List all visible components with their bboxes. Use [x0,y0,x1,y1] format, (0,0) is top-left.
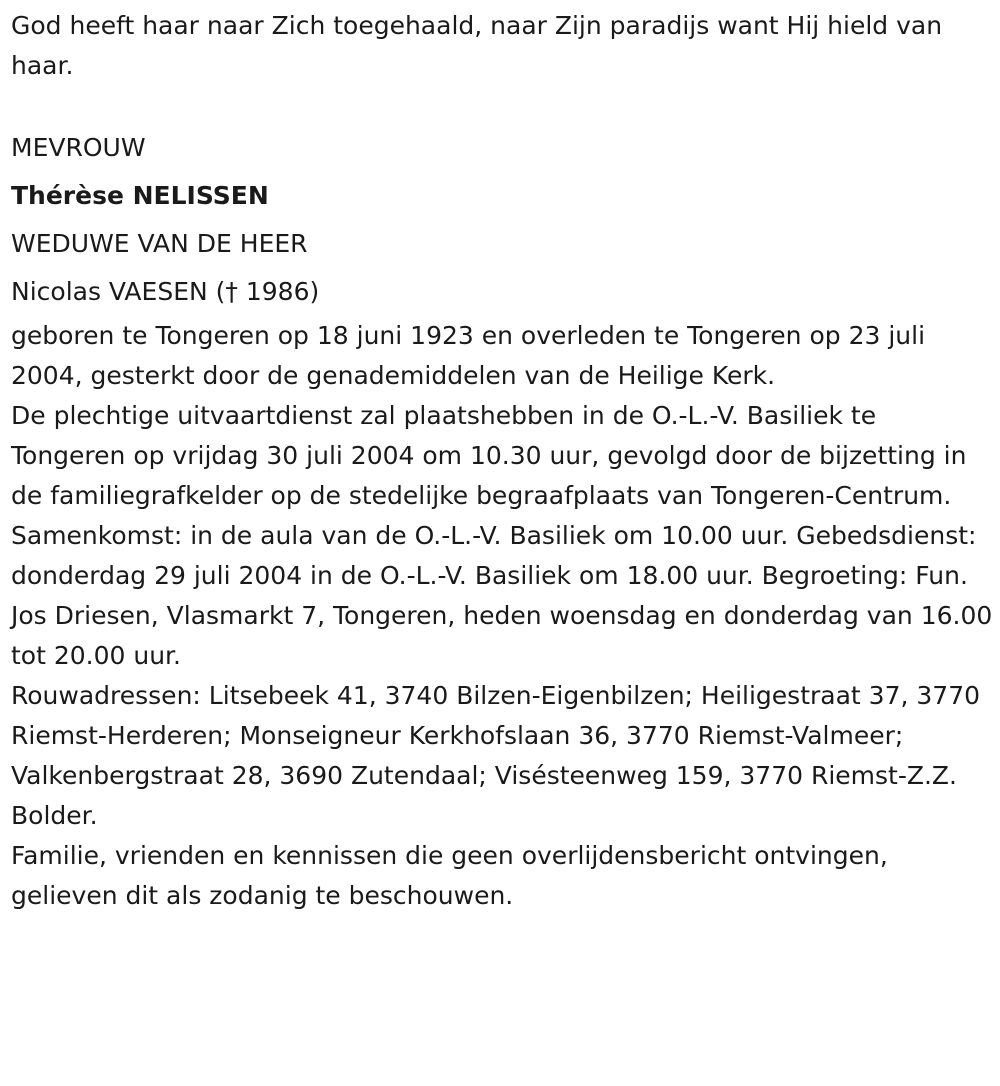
deceased-name: Thérèse NELISSEN [11,181,269,210]
service-paragraph: De plechtige uitvaartdienst zal plaatshebben in de O.-L.-V. Basiliek te Tongeren op vrijdag 30 juli 2004 om 10.30 uur, gevolgd door de bijzetting in de familiegrafkelder op de stedelijke begraafplaats van Tongeren-Centrum. Samenkomst: in de aula van de O.-L.-V. Basiliek om 10.00 uur. Gebedsdienst: donderdag 29 juli 2004 in de O.-L.-V. Basiliek om 18.00 uur. Begroeting: Fun. Jos Driesen, Vlasmarkt 7, Tongeren, heden woensdag en donderdag van 16.00 tot 20.00 uur. [11,401,993,670]
cross-icon: † [225,277,238,306]
death-notice [11,6,993,916]
title-prefix: MEVROUW [11,133,146,162]
spouse-line [11,268,993,316]
closing-paragraph: Familie, vrienden en kennissen die geen overlijdensbericht ontvingen, gelieven dit als zodanig te beschouwen. [11,841,888,910]
spouse-year: 1986) [237,277,320,306]
widow-line: WEDUWE VAN DE HEER [11,229,308,258]
deceased-heading [11,124,993,316]
addresses-paragraph: Rouwadressen: Litsebeek 41, 3740 Bilzen-Eigenbilzen; Heiligestraat 37, 3770 Riemst-Herderen; Monseigneur Kerkhofslaan 36, 3770 Riemst-Valmeer; Valkenbergstraat 28, 3690 Zutendaal; Visésteenweg 159, 3770 Riemst-Z.Z. Bolder. [11,681,981,830]
birth-death-paragraph: geboren te Tongeren op 18 juni 1923 en overleden te Tongeren op 23 juli 2004, gesterkt door de genademiddelen van de Heilige Kerk. [11,321,926,390]
spouse-name: Nicolas VAESEN ( [11,277,226,306]
opening-quote: God heeft haar naar Zich toegehaald, naar Zijn paradijs want Hij hield van haar. [11,11,943,80]
